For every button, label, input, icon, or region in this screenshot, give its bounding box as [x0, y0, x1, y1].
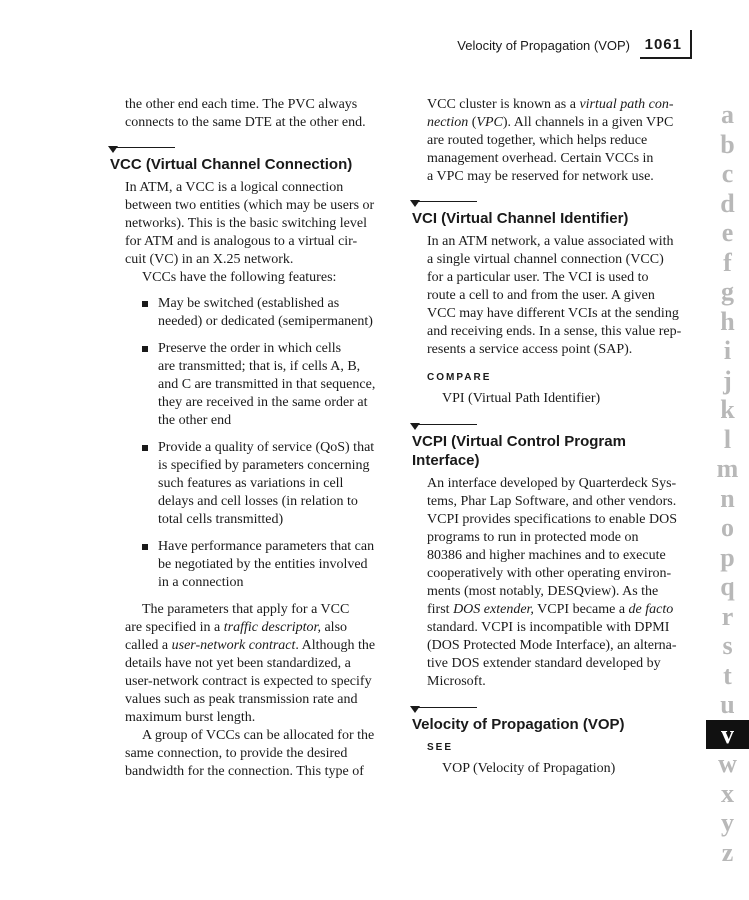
- continuation-text: VCC cluster is known as a virtual path con- nection (VPC). All channels in a given VPC are routed together, which helps reduce management overhead. Certain VCCs in a VPC may be reserved for network use.: [427, 97, 674, 184]
- compare-label: COMPARE: [427, 372, 492, 383]
- alphabet-tab-h[interactable]: h: [720, 306, 735, 336]
- bullet-icon: [142, 301, 148, 307]
- alphabet-tab-c[interactable]: c: [721, 159, 734, 188]
- bullet-icon: [142, 445, 148, 451]
- page-number: 1061: [644, 36, 682, 53]
- header-title: Velocity of Propagation (VOP): [457, 38, 630, 53]
- alphabet-tab-g[interactable]: g: [721, 277, 734, 306]
- list-item: Preserve the order in which cells are transmitted; that is, if cells A, B, and C are transmitted in that sequence, they are received in the same order at the other end: [142, 340, 392, 430]
- header-rule: [640, 57, 692, 59]
- alphabet-tab-m[interactable]: m: [716, 454, 739, 483]
- entry-vcc: [110, 147, 392, 174]
- alphabet-tab-s[interactable]: s: [722, 631, 733, 660]
- entry-vcpi: [412, 424, 694, 470]
- entry-marker: [410, 706, 420, 713]
- alphabet-tab-o[interactable]: o: [721, 513, 734, 542]
- list-item: May be switched (established as needed) or dedicated (semipermanent): [142, 295, 392, 331]
- alphabet-tab-z[interactable]: z: [721, 837, 734, 867]
- entry-title: Velocity of Propagation (VOP): [412, 716, 625, 733]
- entry-marker: [108, 146, 118, 153]
- header-rule-vertical: [690, 30, 692, 59]
- entry-rule: [412, 201, 477, 202]
- entry-body: In an ATM network, a value associated with a single virtual channel connection (VCC) for a particular user. The VCI is used to route a cell to and from the user. A given VCC may have different VCIs at the sending and receiving ends. In a sense, this value rep- resents a service access point (SAP).: [427, 234, 682, 357]
- entry-title: VCPI (Virtual Control Program Interface): [412, 433, 626, 469]
- alphabet-tab-i[interactable]: i: [723, 336, 732, 365]
- entry-vop: [412, 707, 694, 734]
- alphabet-tab-n[interactable]: n: [720, 483, 735, 513]
- alphabet-tab-b[interactable]: b: [720, 129, 735, 159]
- alphabet-tab-p[interactable]: p: [720, 542, 735, 572]
- list-item: Have performance parameters that can be negotiated by the entities involved in a connection: [142, 538, 392, 592]
- continuation-text: the other end each time. The PVC always connects to the same DTE at the other end.: [125, 97, 366, 130]
- entry-rule: [110, 147, 175, 148]
- alphabet-tab-a[interactable]: a: [721, 100, 734, 129]
- running-header: [380, 36, 690, 58]
- entry-rule: [412, 424, 477, 425]
- alphabet-thumb-index: [706, 100, 749, 867]
- cross-reference-link[interactable]: VPI (Virtual Path Identifier): [442, 391, 601, 406]
- entry-vci: [412, 201, 694, 228]
- entry-body: An interface developed by Quarterdeck Sys- tems, Phar Lap Software, and other vendors. VCPI provides specifications to enable DOS programs to run in protected mode on 80386 and higher machines and to execute cooperatively with other operating environ- ments (most notably, DESQview). As the first DOS extender, VCPI became a de facto standard. VCPI is incompatible with DPMI (DOS Protected Mode Interface), an alterna- tive DOS extender standard developed by Microsoft.: [427, 476, 678, 689]
- alphabet-tab-v[interactable]: v: [706, 720, 749, 750]
- left-column: [110, 96, 392, 781]
- cross-reference-link[interactable]: VOP (Velocity of Propagation): [442, 761, 616, 776]
- alphabet-tab-f[interactable]: f: [723, 247, 732, 277]
- alphabet-tab-d[interactable]: d: [720, 188, 735, 218]
- alphabet-tab-e[interactable]: e: [721, 218, 734, 247]
- alphabet-tab-w[interactable]: w: [718, 749, 737, 778]
- right-column: [412, 96, 694, 778]
- entry-title: VCC (Virtual Channel Connection): [110, 156, 353, 173]
- alphabet-tab-y[interactable]: y: [721, 808, 734, 837]
- alphabet-tab-k[interactable]: k: [720, 395, 735, 424]
- alphabet-tab-q[interactable]: q: [720, 572, 735, 601]
- feature-list: [110, 295, 392, 592]
- bullet-icon: [142, 346, 148, 352]
- entry-body: In ATM, a VCC is a logical connection between two entities (which may be users or networks). This is the basic switching level for ATM and is analogous to a virtual cir- cuit (VC) in an X.25 network. VCCs have the following features:: [125, 180, 375, 285]
- entry-marker: [410, 200, 420, 207]
- alphabet-tab-x[interactable]: x: [721, 778, 734, 808]
- alphabet-tab-u[interactable]: u: [720, 690, 735, 719]
- bullet-icon: [142, 544, 148, 550]
- parameters-paragraph: The parameters that apply for a VCC are specified in a traffic descriptor, also called a user-network contract. Although the details have not yet been standardized, a user-network contract is expected to specify values such as peak transmission rate and maximum burst length. A group of VCCs can be allocated for the same connection, to provide the desired bandwidth for the connection. This type of: [125, 602, 376, 779]
- entry-marker: [410, 423, 420, 430]
- see-label: SEE: [427, 742, 454, 753]
- alphabet-tab-r[interactable]: r: [721, 601, 734, 631]
- alphabet-tab-l[interactable]: l: [723, 424, 732, 454]
- list-item: Provide a quality of service (QoS) that is specified by parameters concerning such features as variations in cell delays and cell losses (in relation to total cells transmitted): [142, 439, 392, 529]
- alphabet-tab-t[interactable]: t: [723, 660, 732, 690]
- entry-title: VCI (Virtual Channel Identifier): [412, 210, 629, 227]
- entry-rule: [412, 707, 477, 708]
- alphabet-tab-j[interactable]: j: [723, 365, 732, 395]
